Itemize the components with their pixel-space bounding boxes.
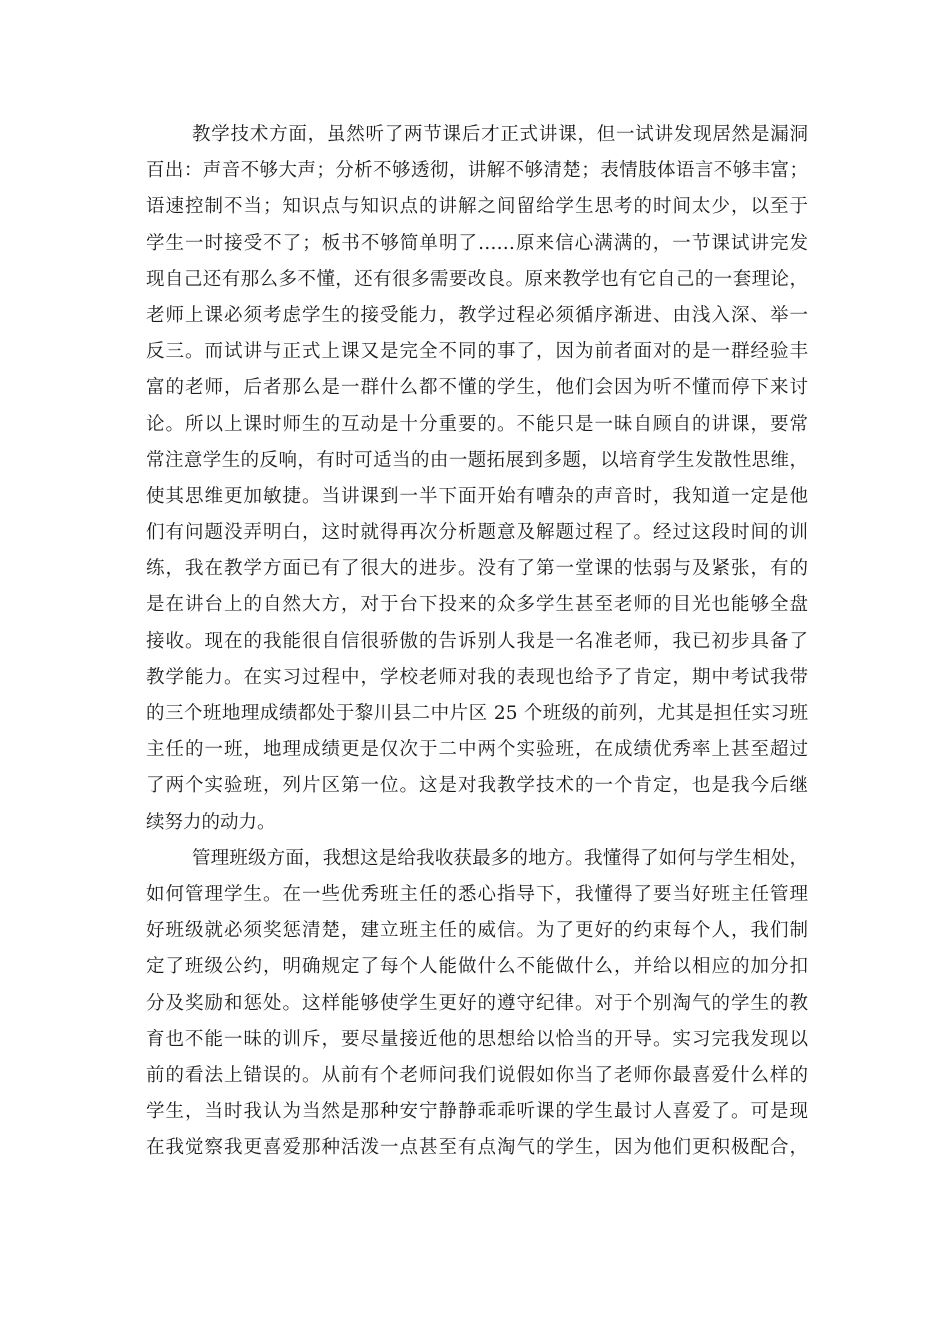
text-line: 育也不能一昧的训斥，要尽量接近他的思想给以恰当的开导。实习完我发现以 xyxy=(146,1028,808,1050)
text-line: 教学能力。在实习过程中，学校老师对我的表现也给予了肯定，期中考试我带 xyxy=(146,666,808,688)
text-line: 接收。现在的我能很自信很骄傲的告诉别人我是一名准老师，我已初步具备了 xyxy=(146,630,808,652)
text-line: 百出：声音不够大声；分析不够透彻，讲解不够清楚；表情肢体语言不够丰富； xyxy=(146,160,808,182)
text-line: 常注意学生的反响，有时可适当的由一题拓展到多题，以培育学生发散性思维， xyxy=(146,449,808,471)
text-line: 分及奖励和惩处。这样能够使学生更好的遵守纪律。对于个别淘气的学生的教 xyxy=(146,992,808,1014)
text-line: 在我觉察我更喜爱那种活泼一点甚至有点淘气的学生，因为他们更积极配合， xyxy=(146,1137,808,1159)
text-line: 论。所以上课时师生的互动是十分重要的。不能只是一昧自顾自的讲课，要常 xyxy=(146,413,808,435)
text-line: 了两个实验班，列片区第一位。这是对我教学技术的一个肯定，也是我今后继 xyxy=(146,775,808,797)
text-line: 前的看法上错误的。从前有个老师问我们说假如你当了老师你最喜爱什么样的 xyxy=(146,1064,808,1086)
text-line: 学生，当时我认为当然是那种安宁静静乖乖听课的学生最讨人喜爱了。可是现 xyxy=(146,1101,808,1123)
text-line: 好班级就必须奖惩清楚，建立班主任的威信。为了更好的约束每个人，我们制 xyxy=(146,920,808,942)
text-line: 使其思维更加敏捷。当讲课到一半下面开始有嘈杂的声音时，我知道一定是他 xyxy=(146,485,808,507)
paragraph-teaching-skills xyxy=(146,117,808,841)
document-body xyxy=(146,117,808,1166)
text-line: 们有问题没弄明白，这时就得再次分析题意及解题过程了。经过这段时间的训 xyxy=(146,522,808,544)
text-line: 富的老师，后者那么是一群什么都不懂的学生，他们会因为听不懂而停下来讨 xyxy=(146,377,808,399)
text-line: 续努力的动力。 xyxy=(146,811,276,833)
text-line: 教学技术方面，虽然听了两节课后才正式讲课，但一试讲发现居然是漏洞 xyxy=(192,124,808,145)
text-line: 的三个班地理成绩都处于黎川县二中片区 25 个班级的前列，尤其是担任实习班 xyxy=(146,703,808,724)
text-line: 是在讲台上的自然大方，对于台下投来的众多学生甚至老师的目光也能够全盘 xyxy=(146,594,808,616)
text-line: 语速控制不当；知识点与知识点的讲解之间留给学生思考的时间太少，以至于 xyxy=(146,196,808,218)
text-line: 学生一时接受不了；板书不够简单明了……原来信心满满的，一节课试讲完发 xyxy=(146,232,808,254)
text-line: 主任的一班，地理成绩更是仅次于二中两个实验班，在成绩优秀率上甚至超过 xyxy=(146,739,808,761)
paragraph-class-management xyxy=(146,841,808,1167)
text-line: 老师上课必须考虑学生的接受能力，教学过程必须循序渐进、由浅入深、举一 xyxy=(146,304,808,326)
text-line: 如何管理学生。在一些优秀班主任的悉心指导下，我懂得了要当好班主任管理 xyxy=(146,883,808,905)
text-line: 管理班级方面，我想这是给我收获最多的地方。我懂得了如何与学生相处， xyxy=(192,847,808,869)
text-line: 反三。而试讲与正式上课又是完全不同的事了，因为前者面对的是一群经验丰 xyxy=(146,341,808,363)
text-line: 练，我在教学方面已有了很大的进步。没有了第一堂课的怯弱与及紧张，有的 xyxy=(146,558,808,580)
text-line: 定了班级公约，明确规定了每个人能做什么不能做什么，并给以相应的加分扣 xyxy=(146,956,808,978)
text-line: 现自己还有那么多不懂，还有很多需要改良。原来教学也有它自己的一套理论， xyxy=(146,268,808,290)
